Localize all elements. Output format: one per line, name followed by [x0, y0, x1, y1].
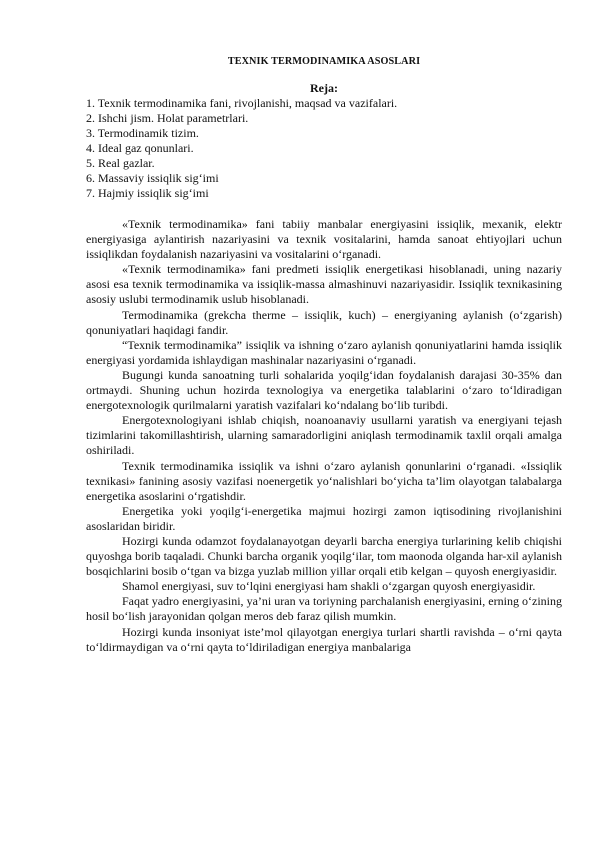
plan-item: 6. Massaviy issiqlik sig‘imi	[86, 171, 219, 185]
paragraph: Termodinamika (grekcha therme – issiqlik, kuch) – energiyaning aylanish (o‘zgarish) qonuniyatlari haqidagi fandir.	[86, 307, 562, 337]
document-page	[86, 55, 562, 655]
paragraph: Hozirgi kunda insoniyat iste’mol qilayotgan energiya turlari shartli ravishda – o‘rni qayta to‘ldirmaydigan va o‘rni qayta to‘ldiriladigan energiya manbalariga	[86, 624, 562, 654]
paragraph: Hozirgi kunda odamzot foydalanayotgan deyarli barcha energiya turlarining kelib chiqishi quyoshga borib taqaladi. Chunki barcha organik yoqilg‘ilar, tom maonoda olganda har-xil aylanish bosqichlarini bosib o‘tgan va bizga yuzlab million yillar orqali etib kelgan – quyosh energiyasidir.	[86, 533, 562, 579]
paragraph: Energotexnologiyani ishlab chiqish, noanoanaviy usullarni yaratish va energiyani tejash tizimlarini takomillashtirish, ularning samaradorligini aniqlash termodinamik taxlil orqali amalga oshiriladi.	[86, 413, 562, 458]
plan-item: 4. Ideal gaz qonunlari.	[86, 141, 194, 155]
paragraph: Texnik termodinamika issiqlik va ishni o‘zaro aylanish qonunlarini o‘rganadi. «Issiqlik texnikasi» fanining asosiy vazifasi noenergetik yo‘nalishlari bo‘yicha ta’lim olayotgan talabalarga energetika asoslarini o‘rgatishdir.	[86, 458, 562, 503]
paragraph: Faqat yadro energiyasini, ya’ni uran va toriyning parchalanish energiyasini, erning o‘zining hosil bo‘lish jarayonidan qolgan meros deb faraz qilish mumkin.	[86, 594, 562, 624]
paragraph: Energetika yoki yoqilg‘i-energetika majmui hozirgi zamon iqtisodining rivojlanishini asoslaridan biridir.	[86, 503, 562, 533]
body-text	[86, 217, 562, 655]
plan-item: 5. Real gazlar.	[86, 156, 155, 170]
plan-item: 2. Ishchi jism. Holat parametrlari.	[86, 111, 249, 125]
paragraph: Bugungi kunda sanoatning turli sohalarida yoqilg‘idan foydalanish darajasi 30-35% dan ortmaydi. Shuning uchun hozirda texnologiya va energetika talablarini o‘zaro to‘ldiradigan energotexnologik qurilmalarni yaratish vazifalari ko‘ndalang bo‘lib turibdi.	[86, 367, 562, 413]
paragraph: «Texnik termodinamika» fani tabiiy manbalar energiyasini issiqlik, mexanik, elektr energiyasiga aylantirish nazariyasini va texnik vositalarini, hamda sanoat ehtiyojlari uchun issiqlikdan foydalanish nazariyasini va vositalarini o‘rganadi.	[86, 217, 562, 262]
plan-item: 7. Hajmiy issiqlik sig‘imi	[86, 186, 209, 200]
plan-heading: Reja:	[310, 81, 338, 95]
paragraph: «Texnik termodinamika» fani predmeti issiqlik energetikasi hisoblanadi, uning nazariy asosi esa texnik termodinamika va issiqlik-massa almashinuvi nazariyasidir. Issiqlik texnikasining asosiy uslubi termodinamik uslub hisoblanadi.	[86, 262, 562, 307]
plan-list	[86, 96, 562, 201]
plan-item: 3. Termodinamik tizim.	[86, 126, 199, 140]
paragraph: “Texnik termodinamika” issiqlik va ishning o‘zaro aylanish qonuniyatlarini hamda issiqlik energiyasi yordamida ishlaydigan mashinalar nazariyasini o‘rganadi.	[86, 337, 562, 367]
plan-item: 1. Texnik termodinamika fani, rivojlanishi, maqsad va vazifalari.	[86, 96, 398, 110]
paragraph: Shamol energiyasi, suv to‘lqini energiyasi ham shakli o‘zgargan quyosh energiyasidir.	[122, 579, 536, 594]
document-title: TEXNIK TERMODINAMIKA ASOSLARI	[227, 56, 421, 67]
